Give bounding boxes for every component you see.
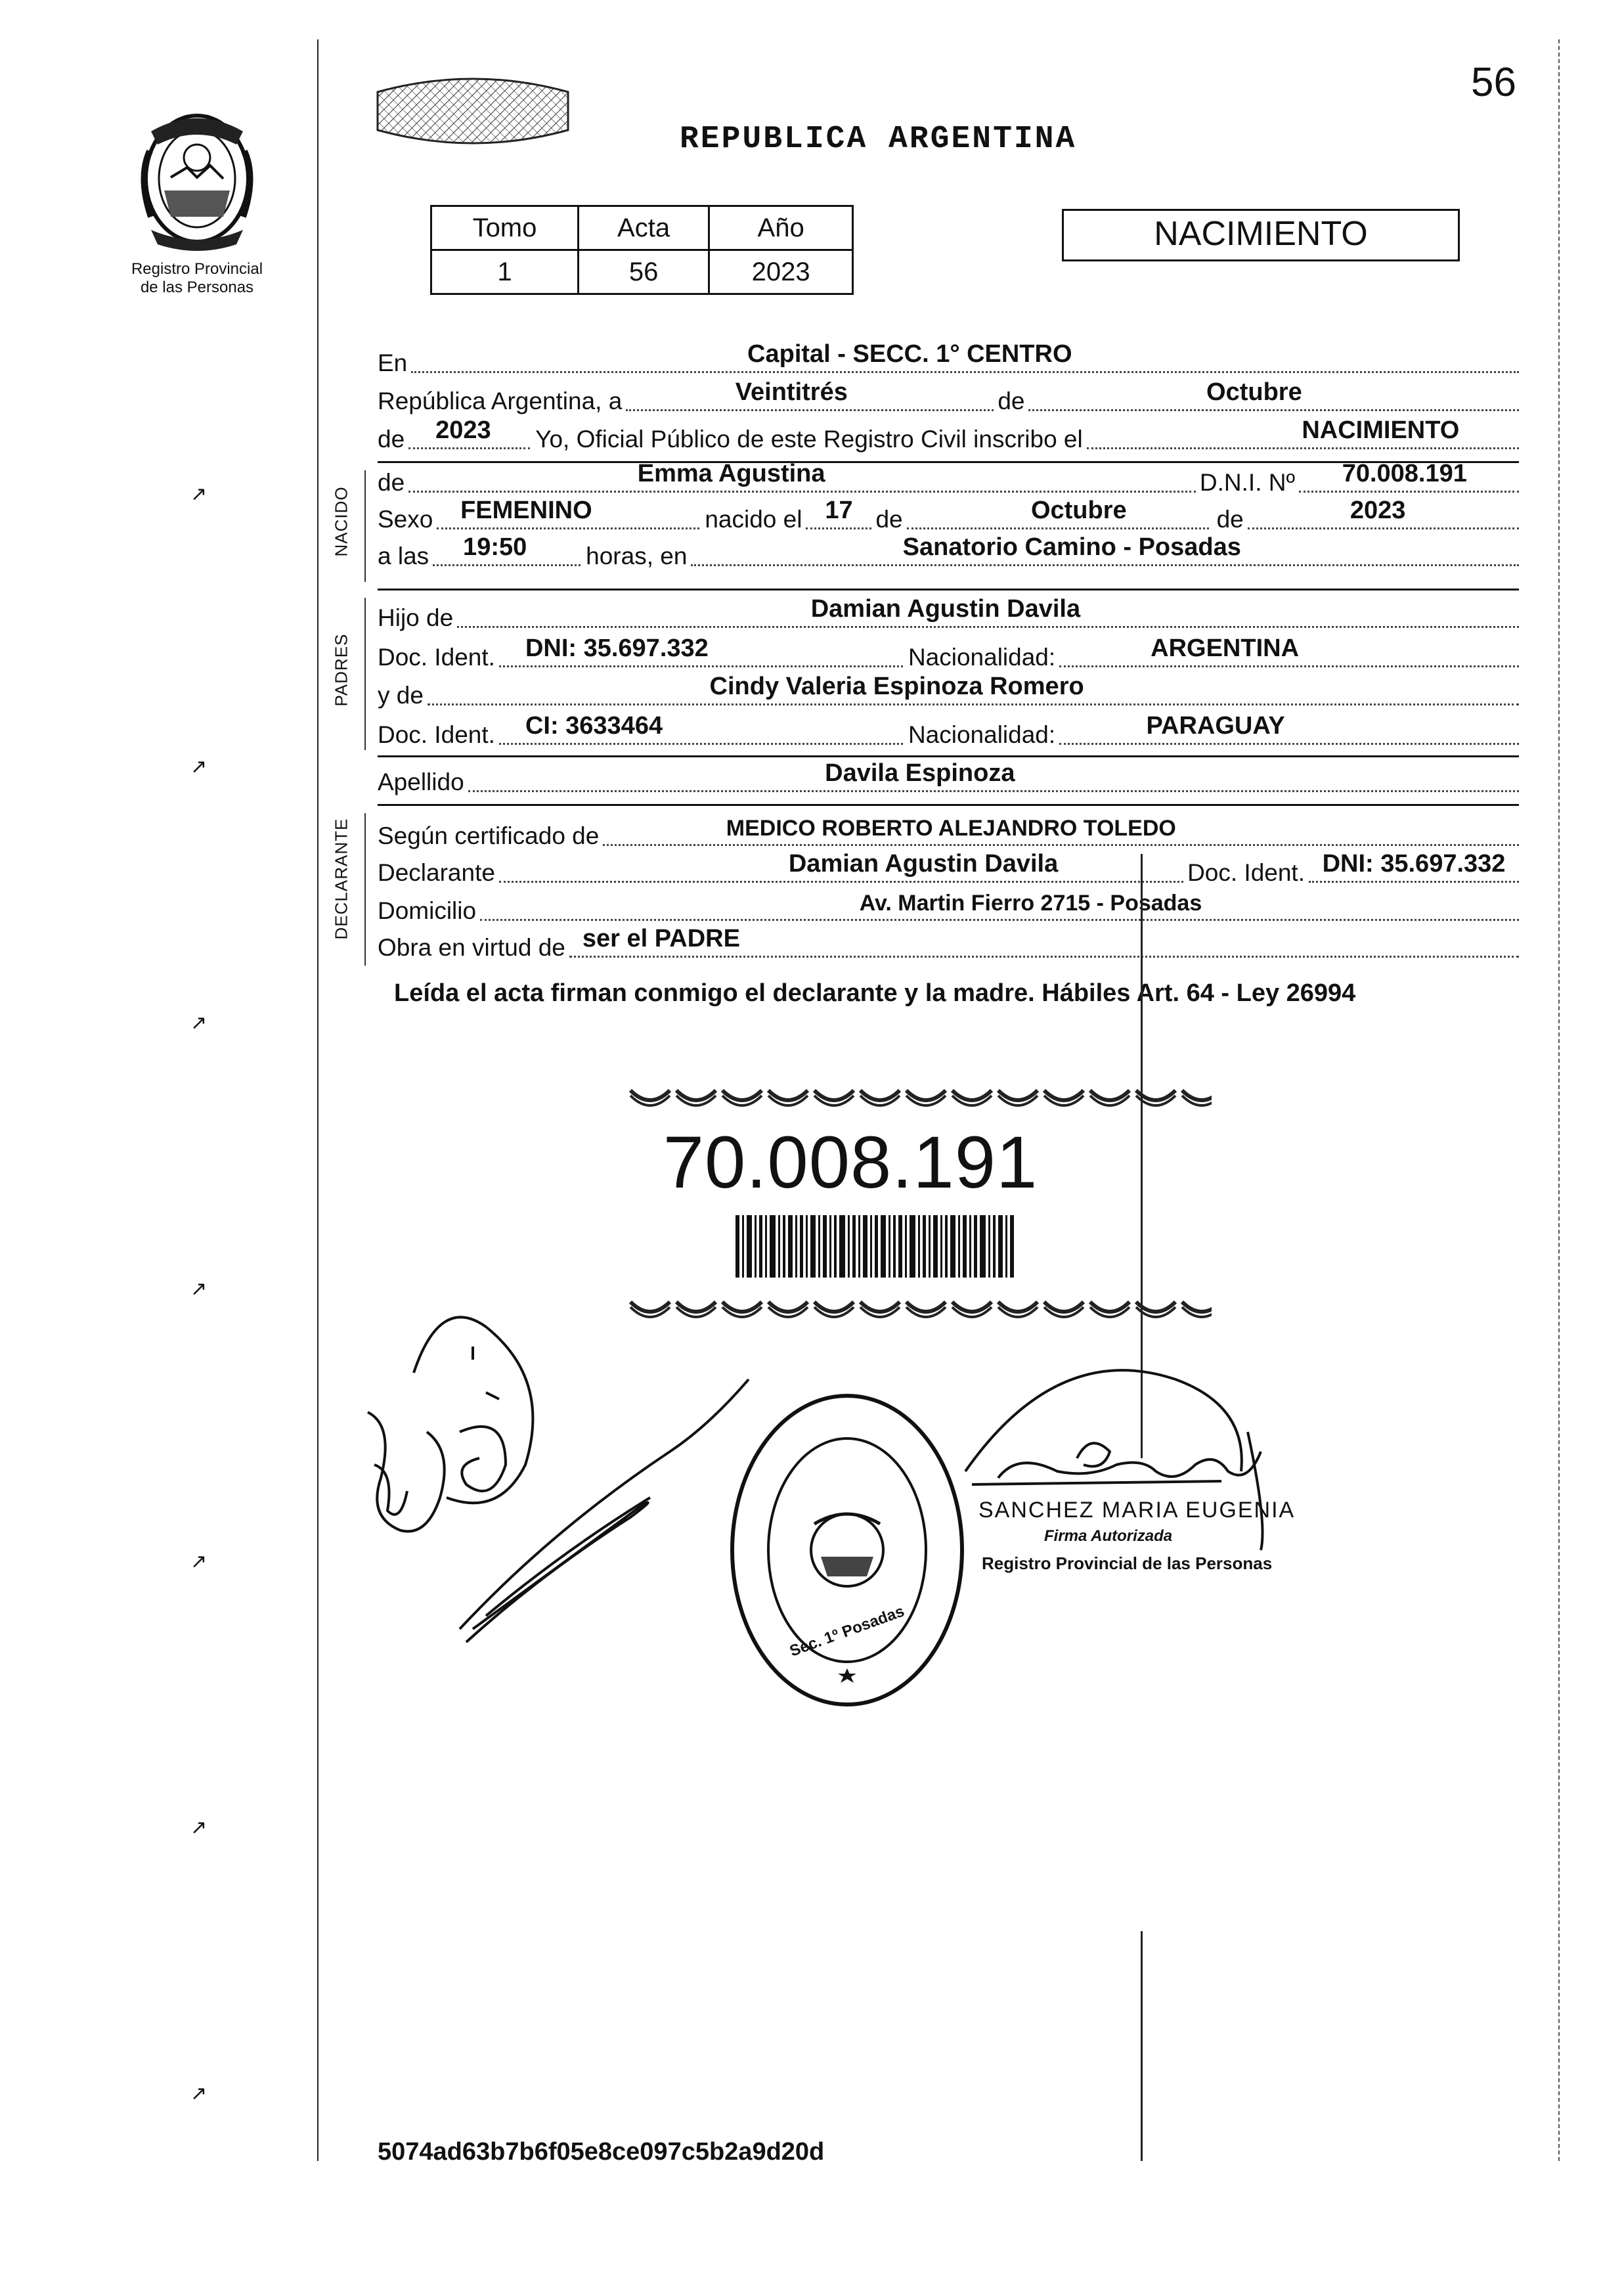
- en-label: En: [378, 349, 408, 376]
- reference-header-row: [431, 206, 853, 250]
- margin-mark: ↗: [190, 1817, 208, 1838]
- reference-value-row: [431, 250, 853, 294]
- margin-mark: ↗: [190, 1551, 208, 1572]
- mother-fill: [428, 671, 1519, 705]
- year-value: 2023: [435, 416, 491, 444]
- inscribo-value: NACIMIENTO: [1302, 416, 1460, 444]
- cert-label: Según certificado de: [378, 822, 600, 849]
- official-role: Firma Autorizada: [1044, 1527, 1173, 1545]
- time-value: 19:50: [463, 533, 527, 561]
- birth-place-value: Sanatorio Camino - Posadas: [902, 533, 1241, 561]
- row-yde: [378, 674, 1519, 709]
- row-certificado: [378, 814, 1519, 850]
- reference-value-anio: 2023: [709, 250, 853, 294]
- month-value: Octubre: [1206, 378, 1302, 406]
- logo-caption-line1: Registro Provincial: [131, 260, 263, 278]
- hijo-label: Hijo de: [378, 604, 454, 631]
- reference-table: [430, 205, 854, 295]
- mother-doc-value: CI: 3633464: [525, 712, 663, 740]
- father-nac-value: ARGENTINA: [1151, 635, 1300, 662]
- father-fill: [457, 593, 1519, 628]
- decl-value: Damian Agustin Davila: [788, 850, 1059, 878]
- en-fill: [411, 338, 1519, 373]
- en-value: Capital - SECC. 1° CENTRO: [747, 340, 1072, 368]
- declarante-bracket: [364, 813, 366, 966]
- obra-label: Obra en virtud de: [378, 934, 565, 961]
- time-fill: [433, 531, 581, 566]
- dni-value: 70.008.191: [1342, 460, 1467, 487]
- alas-label: a las: [378, 543, 429, 569]
- father-doc-fill: [499, 633, 903, 667]
- year-prefix: de: [378, 426, 405, 453]
- nacido-de-label-3: de: [1216, 506, 1244, 533]
- obra-fill: [569, 923, 1519, 958]
- margin-mark: ↗: [190, 2083, 208, 2105]
- padres-bracket: [364, 598, 366, 750]
- inscribo-fill: [1087, 414, 1519, 449]
- father-nac-fill: [1059, 633, 1519, 667]
- stamp-inner-text: Sec. 1º Posadas: [787, 1602, 907, 1660]
- mother-doc-fill: [499, 710, 903, 745]
- nacido-de-label: de: [378, 469, 405, 496]
- mother-nac-value: PARAGUAY: [1146, 712, 1285, 740]
- sexo-fill: [437, 495, 699, 529]
- dni-label: D.N.I. Nº: [1199, 469, 1295, 496]
- dni-fill: [1299, 458, 1519, 493]
- security-emblem: [374, 72, 571, 150]
- mother-nac-fill: [1059, 710, 1519, 745]
- row-nacido-name: [378, 461, 1519, 497]
- page-number: 56: [1471, 60, 1516, 105]
- obra-value: ser el PADRE: [582, 925, 740, 952]
- mother-doc-label: Doc. Ident.: [378, 721, 495, 748]
- row-apellido: [378, 761, 1519, 796]
- day-value: Veintitrés: [735, 378, 848, 406]
- declarante-section-label: DECLARANTE: [331, 818, 351, 940]
- declarante-top-rule: [378, 804, 1519, 806]
- nacido-el-label: nacido el: [705, 506, 802, 533]
- nacido-de-label-2: de: [875, 506, 903, 533]
- mother-nac-label: Nacionalidad:: [908, 721, 1056, 748]
- row-declarante: [378, 851, 1519, 887]
- margin-mark: ↗: [190, 1012, 208, 1034]
- logo-caption-line2: de las Personas: [140, 279, 254, 296]
- official-stamp: [722, 1386, 972, 1714]
- apellido-fill: [468, 757, 1519, 792]
- father-doc-label: Doc. Ident.: [378, 644, 495, 671]
- reference-header-tomo: Tomo: [431, 206, 579, 250]
- row-mother-doc: [378, 713, 1519, 749]
- right-margin-rule: [1558, 39, 1560, 2161]
- official-office: Registro Provincial de las Personas: [982, 1553, 1273, 1573]
- row-nacido-hora: [378, 535, 1519, 570]
- dom-value: Av. Martin Fierro 2715 - Posadas: [859, 891, 1202, 916]
- birth-day-fill: [806, 495, 871, 529]
- sexo-value: FEMENINO: [460, 497, 592, 524]
- birth-month-value: Octubre: [1030, 497, 1127, 524]
- margin-mark: ↗: [190, 756, 208, 778]
- declarant-signature: [355, 1301, 762, 1668]
- padres-top-rule: [378, 589, 1519, 590]
- cert-value: MEDICO ROBERTO ALEJANDRO TOLEDO: [726, 816, 1176, 841]
- barcode-bars: [735, 1215, 1018, 1278]
- father-value: Damian Agustin Davila: [810, 595, 1081, 623]
- official-name: SANCHEZ MARIA EUGENIA: [978, 1498, 1296, 1523]
- dom-label: Domicilio: [378, 897, 477, 924]
- yde-label: y de: [378, 682, 424, 709]
- de-label: de: [998, 388, 1025, 414]
- row-year: [378, 418, 1519, 453]
- year-fill: [408, 414, 530, 449]
- row-hijo: [378, 596, 1519, 632]
- day-fill: [626, 376, 994, 411]
- apellido-label: Apellido: [378, 769, 464, 795]
- reference-header-acta: Acta: [578, 206, 709, 250]
- row-father-doc: [378, 636, 1519, 671]
- margin-marks: [190, 0, 217, 2168]
- document-hash: 5074ad63b7b6f05e8ce097c5b2a9d20d: [378, 2138, 825, 2166]
- mother-value: Cindy Valeria Espinoza Romero: [709, 673, 1084, 700]
- decl-label: Declarante: [378, 859, 495, 886]
- month-fill: [1028, 376, 1519, 411]
- left-margin-rule: [317, 39, 318, 2161]
- birth-year-fill: [1248, 495, 1519, 529]
- name-value: Emma Agustina: [637, 460, 825, 487]
- apellido-value: Davila Espinoza: [825, 759, 1015, 787]
- reference-header-anio: Año: [709, 206, 853, 250]
- birth-place-fill: [691, 531, 1519, 566]
- name-fill: [408, 458, 1196, 493]
- reference-value-acta: 56: [578, 250, 709, 294]
- sexo-label: Sexo: [378, 506, 433, 533]
- birth-month-fill: [907, 495, 1209, 529]
- inscribo-label: Yo, Oficial Público de este Registro Civil inscribo el: [535, 426, 1083, 453]
- row-en: [378, 342, 1519, 377]
- official-signature: [959, 1353, 1327, 1629]
- row-obra: [378, 926, 1519, 962]
- closing-text: Leída el acta firman conmigo el declarante y la madre. Hábiles Art. 64 - Ley 26994: [394, 979, 1356, 1007]
- row-republica: [378, 380, 1519, 415]
- republica-label: República Argentina, a: [378, 388, 623, 414]
- father-nac-label: Nacionalidad:: [908, 644, 1056, 671]
- row-nacido-sexo: [378, 498, 1519, 533]
- reference-value-tomo: 1: [431, 250, 579, 294]
- nacido-bracket: [364, 470, 366, 582]
- country-title: REPUBLICA ARGENTINA: [680, 122, 1077, 157]
- barcode-number: 70.008.191: [663, 1121, 1038, 1203]
- row-domicilio: [378, 889, 1519, 925]
- padres-section-label: PADRES: [331, 633, 351, 707]
- record-type-box: NACIMIENTO: [1062, 209, 1460, 261]
- decl-doc-fill: [1309, 848, 1519, 883]
- decl-fill: [499, 848, 1183, 883]
- dom-fill: [480, 886, 1519, 921]
- cert-fill: [603, 811, 1519, 846]
- decl-doc-value: DNI: 35.697.332: [1322, 850, 1506, 878]
- annotation-line-lower: [1141, 1931, 1143, 2161]
- decl-doc-label: Doc. Ident.: [1187, 859, 1305, 886]
- horas-label: horas, en: [586, 543, 688, 569]
- margin-mark: ↗: [190, 1278, 208, 1300]
- birth-year-value: 2023: [1350, 497, 1406, 524]
- margin-mark: ↗: [190, 483, 208, 505]
- father-doc-value: DNI: 35.697.332: [525, 635, 709, 662]
- birth-day-value: 17: [825, 497, 853, 524]
- nacido-section-label: NACIDO: [331, 486, 351, 557]
